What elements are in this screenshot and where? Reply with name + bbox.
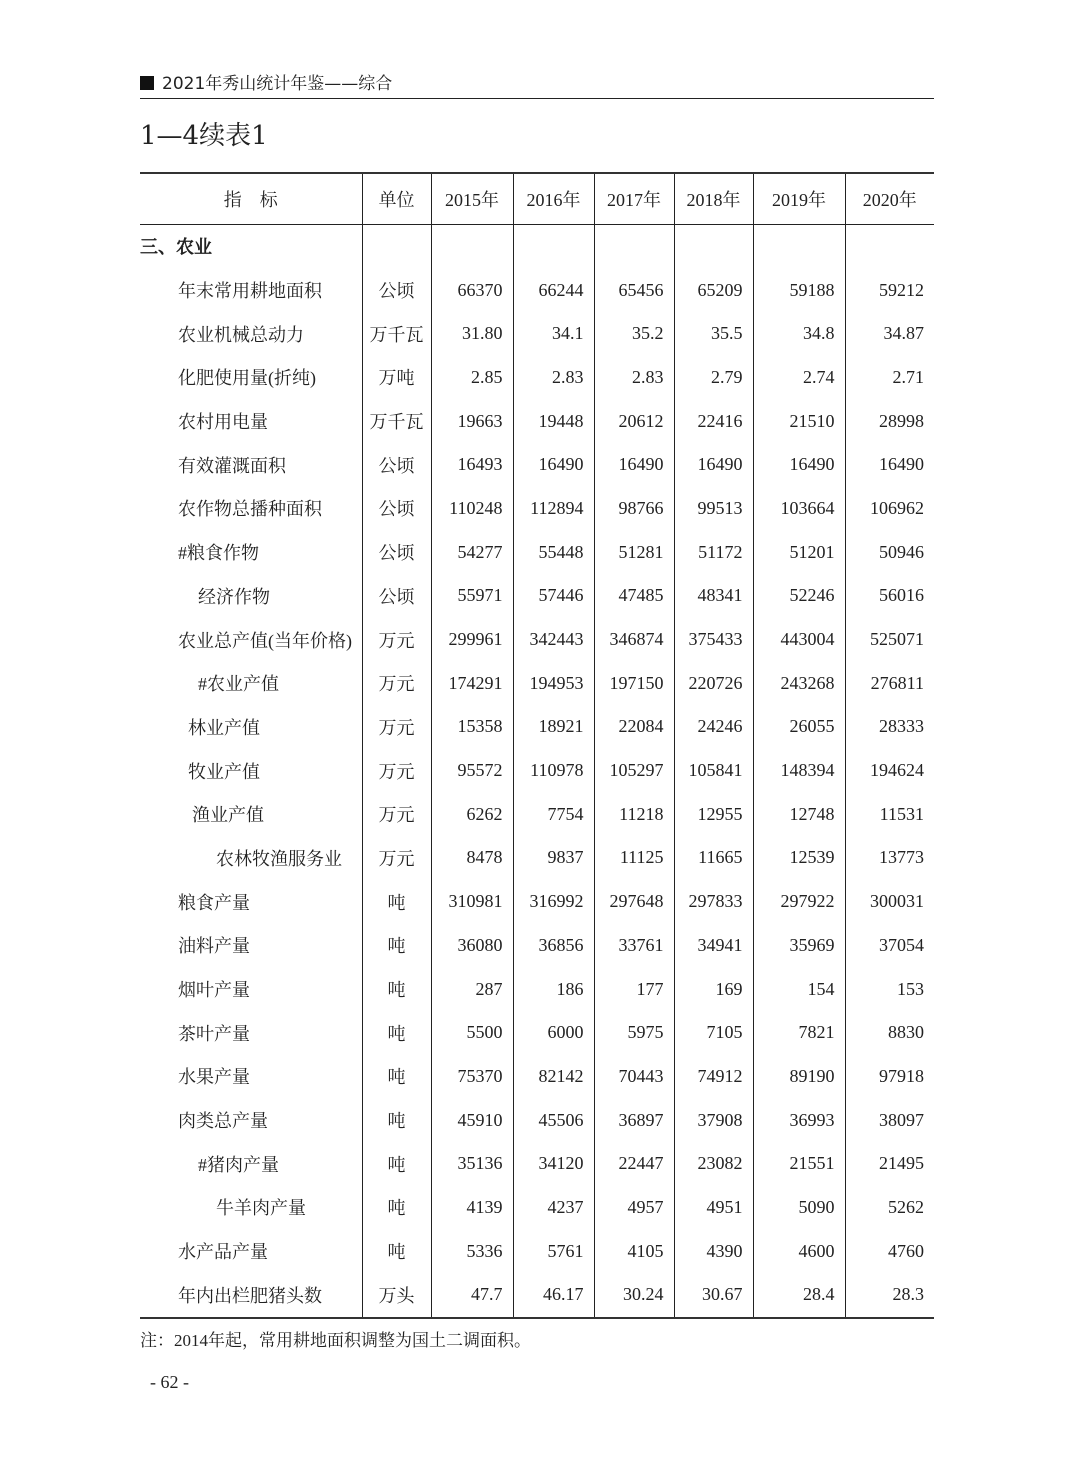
value-cell: 57446 [513, 574, 594, 618]
unit-cell: 万千瓦 [362, 399, 431, 443]
value-cell: 342443 [513, 618, 594, 662]
section-row [140, 224, 934, 268]
value-cell: 59212 [845, 268, 934, 312]
value-cell: 300031 [845, 880, 934, 924]
table-row [140, 749, 934, 793]
unit-cell: 吨 [362, 1055, 431, 1099]
indicator-name: 化肥使用量(折纯) [178, 368, 316, 389]
unit-cell: 公顷 [362, 268, 431, 312]
value-cell: 36897 [594, 1098, 674, 1142]
value-cell: 6262 [431, 792, 513, 836]
value-cell: 75370 [431, 1055, 513, 1099]
value-cell: 525071 [845, 618, 934, 662]
table-row [140, 924, 934, 968]
value-cell: 46.17 [513, 1273, 594, 1318]
value-cell: 174291 [431, 661, 513, 705]
indicator-name: 年末常用耕地面积 [178, 281, 322, 302]
value-cell: 31.80 [431, 312, 513, 356]
value-cell: 48341 [674, 574, 753, 618]
col-header-indicator: 指 标 [140, 173, 362, 224]
value-cell: 34.1 [513, 312, 594, 356]
value-cell: 24246 [674, 705, 753, 749]
value-cell: 22447 [594, 1142, 674, 1186]
value-cell: 74912 [674, 1055, 753, 1099]
value-cell: 11665 [674, 836, 753, 880]
indicator-name: 经济作物 [198, 586, 270, 607]
value-cell: 148394 [753, 749, 845, 793]
value-cell: 36856 [513, 924, 594, 968]
value-cell: 16490 [513, 443, 594, 487]
table-row [140, 268, 934, 312]
value-cell: 220726 [674, 661, 753, 705]
value-cell: 34.8 [753, 312, 845, 356]
unit-cell: 吨 [362, 1229, 431, 1273]
value-cell: 310981 [431, 880, 513, 924]
value-cell: 5262 [845, 1186, 934, 1230]
value-cell: 34120 [513, 1142, 594, 1186]
value-cell: 18921 [513, 705, 594, 749]
value-cell: 4760 [845, 1229, 934, 1273]
value-cell: 59188 [753, 268, 845, 312]
value-cell: 45910 [431, 1098, 513, 1142]
value-cell: 37908 [674, 1098, 753, 1142]
unit-cell: 万元 [362, 792, 431, 836]
value-cell: 12748 [753, 792, 845, 836]
value-cell: 194953 [513, 661, 594, 705]
value-cell: 11125 [594, 836, 674, 880]
indicator-name: 水果产量 [178, 1067, 250, 1088]
indicator-name: 水产品产量 [178, 1242, 268, 1263]
value-cell: 45506 [513, 1098, 594, 1142]
col-header-2019: 2019年 [753, 173, 845, 224]
unit-cell: 公顷 [362, 443, 431, 487]
table-row [140, 487, 934, 531]
value-cell: 9837 [513, 836, 594, 880]
indicator-name: 牧业产值 [188, 761, 260, 782]
value-cell: 4139 [431, 1186, 513, 1230]
table-row [140, 1273, 934, 1318]
value-cell: 89190 [753, 1055, 845, 1099]
col-header-unit: 单位 [362, 173, 431, 224]
unit-cell: 万元 [362, 661, 431, 705]
indicator-name: 农村用电量 [178, 412, 268, 433]
value-cell: 50946 [845, 530, 934, 574]
value-cell: 21510 [753, 399, 845, 443]
value-cell: 346874 [594, 618, 674, 662]
value-cell: 38097 [845, 1098, 934, 1142]
unit-cell: 万千瓦 [362, 312, 431, 356]
value-cell: 169 [674, 967, 753, 1011]
value-cell: 66244 [513, 268, 594, 312]
indicator-name: 肉类总产量 [178, 1111, 268, 1132]
table-row [140, 618, 934, 662]
value-cell: 4600 [753, 1229, 845, 1273]
unit-cell: 万元 [362, 836, 431, 880]
table-row [140, 1011, 934, 1055]
value-cell: 56016 [845, 574, 934, 618]
value-cell: 4951 [674, 1186, 753, 1230]
table-row [140, 967, 934, 1011]
value-cell: 26055 [753, 705, 845, 749]
value-cell: 51172 [674, 530, 753, 574]
value-cell: 23082 [674, 1142, 753, 1186]
value-cell: 21495 [845, 1142, 934, 1186]
table-row [140, 1098, 934, 1142]
value-cell: 30.24 [594, 1273, 674, 1318]
value-cell: 16490 [845, 443, 934, 487]
value-cell: 2.79 [674, 356, 753, 400]
value-cell: 186 [513, 967, 594, 1011]
page-number: - 62 - [150, 1372, 189, 1392]
indicator-name: 农业机械总动力 [178, 324, 304, 345]
value-cell: 2.74 [753, 356, 845, 400]
value-cell: 6000 [513, 1011, 594, 1055]
value-cell: 297833 [674, 880, 753, 924]
value-cell: 28.3 [845, 1273, 934, 1318]
value-cell: 54277 [431, 530, 513, 574]
value-cell: 95572 [431, 749, 513, 793]
unit-cell: 万吨 [362, 356, 431, 400]
value-cell: 5090 [753, 1186, 845, 1230]
col-header-2016: 2016年 [513, 173, 594, 224]
value-cell: 34941 [674, 924, 753, 968]
col-header-2018: 2018年 [674, 173, 753, 224]
unit-cell: 公顷 [362, 574, 431, 618]
unit-cell: 万元 [362, 705, 431, 749]
value-cell: 22084 [594, 705, 674, 749]
table-row [140, 792, 934, 836]
table-row [140, 443, 934, 487]
value-cell: 28333 [845, 705, 934, 749]
table-row [140, 1186, 934, 1230]
section-title: 三、农业 [140, 237, 212, 259]
value-cell: 2.83 [513, 356, 594, 400]
running-head [140, 72, 934, 99]
value-cell: 7821 [753, 1011, 845, 1055]
value-cell: 5500 [431, 1011, 513, 1055]
col-header-2017: 2017年 [594, 173, 674, 224]
value-cell: 276811 [845, 661, 934, 705]
value-cell: 11531 [845, 792, 934, 836]
value-cell: 5975 [594, 1011, 674, 1055]
unit-cell: 吨 [362, 967, 431, 1011]
value-cell: 4957 [594, 1186, 674, 1230]
value-cell: 47485 [594, 574, 674, 618]
unit-cell: 公顷 [362, 530, 431, 574]
table-title: 1—4续表1 [140, 121, 268, 151]
value-cell: 22416 [674, 399, 753, 443]
value-cell: 287 [431, 967, 513, 1011]
indicator-name: #粮食作物 [178, 543, 259, 564]
indicator-name: #农业产值 [198, 674, 279, 695]
value-cell: 16493 [431, 443, 513, 487]
unit-cell: 吨 [362, 1011, 431, 1055]
unit-cell: 万元 [362, 618, 431, 662]
table-row [140, 1142, 934, 1186]
value-cell: 33761 [594, 924, 674, 968]
indicator-name: 牛羊肉产量 [216, 1198, 306, 1219]
value-cell: 7754 [513, 792, 594, 836]
value-cell: 19663 [431, 399, 513, 443]
value-cell: 194624 [845, 749, 934, 793]
value-cell: 4105 [594, 1229, 674, 1273]
table-row [140, 312, 934, 356]
value-cell: 28998 [845, 399, 934, 443]
value-cell: 8478 [431, 836, 513, 880]
table-row [140, 1055, 934, 1099]
value-cell: 5336 [431, 1229, 513, 1273]
value-cell: 82142 [513, 1055, 594, 1099]
value-cell: 153 [845, 967, 934, 1011]
value-cell: 34.87 [845, 312, 934, 356]
value-cell: 15358 [431, 705, 513, 749]
value-cell: 36080 [431, 924, 513, 968]
value-cell: 35.2 [594, 312, 674, 356]
value-cell: 55971 [431, 574, 513, 618]
value-cell: 2.71 [845, 356, 934, 400]
value-cell: 375433 [674, 618, 753, 662]
value-cell: 5761 [513, 1229, 594, 1273]
header-row [140, 173, 934, 224]
value-cell: 2.85 [431, 356, 513, 400]
table-row [140, 574, 934, 618]
value-cell: 4237 [513, 1186, 594, 1230]
table-row [140, 705, 934, 749]
value-cell: 8830 [845, 1011, 934, 1055]
value-cell: 105297 [594, 749, 674, 793]
value-cell: 103664 [753, 487, 845, 531]
value-cell: 297648 [594, 880, 674, 924]
table-row [140, 356, 934, 400]
unit-cell: 吨 [362, 1186, 431, 1230]
value-cell: 316992 [513, 880, 594, 924]
value-cell: 52246 [753, 574, 845, 618]
value-cell: 16490 [674, 443, 753, 487]
table-row [140, 661, 934, 705]
unit-cell: 吨 [362, 1142, 431, 1186]
value-cell: 197150 [594, 661, 674, 705]
value-cell: 4390 [674, 1229, 753, 1273]
unit-cell: 吨 [362, 924, 431, 968]
value-cell: 16490 [594, 443, 674, 487]
value-cell: 20612 [594, 399, 674, 443]
value-cell: 443004 [753, 618, 845, 662]
unit-cell: 公顷 [362, 487, 431, 531]
value-cell: 13773 [845, 836, 934, 880]
square-bullet-icon [140, 76, 154, 90]
value-cell: 21551 [753, 1142, 845, 1186]
value-cell: 37054 [845, 924, 934, 968]
value-cell: 177 [594, 967, 674, 1011]
indicator-name: 茶叶产量 [178, 1023, 250, 1044]
value-cell: 16490 [753, 443, 845, 487]
indicator-name: 油料产量 [178, 936, 250, 957]
value-cell: 99513 [674, 487, 753, 531]
unit-cell: 万元 [362, 749, 431, 793]
agriculture-table [140, 172, 934, 1319]
value-cell: 110978 [513, 749, 594, 793]
table-row [140, 880, 934, 924]
indicator-name: 年内出栏肥猪头数 [140, 1273, 362, 1318]
unit-cell: 吨 [362, 1098, 431, 1142]
indicator-name: 农作物总播种面积 [178, 499, 322, 520]
running-head-text: 2021年秀山统计年鉴——综合 [162, 74, 393, 94]
footnote: 注：2014年起，常用耕地面积调整为国土二调面积。 [140, 1331, 531, 1350]
table-row [140, 836, 934, 880]
indicator-name: 农林牧渔服务业 [216, 848, 342, 869]
unit-cell: 吨 [362, 880, 431, 924]
value-cell: 98766 [594, 487, 674, 531]
col-header-2020: 2020年 [845, 173, 934, 224]
table-row [140, 1229, 934, 1273]
value-cell: 51201 [753, 530, 845, 574]
value-cell: 28.4 [753, 1273, 845, 1318]
value-cell: 110248 [431, 487, 513, 531]
value-cell: 154 [753, 967, 845, 1011]
value-cell: 243268 [753, 661, 845, 705]
indicator-name: 烟叶产量 [178, 980, 250, 1001]
value-cell: 97918 [845, 1055, 934, 1099]
value-cell: 297922 [753, 880, 845, 924]
indicator-name: 粮食产量 [178, 892, 250, 913]
value-cell: 51281 [594, 530, 674, 574]
value-cell: 30.67 [674, 1273, 753, 1318]
value-cell: 65209 [674, 268, 753, 312]
value-cell: 36993 [753, 1098, 845, 1142]
value-cell: 55448 [513, 530, 594, 574]
value-cell: 2.83 [594, 356, 674, 400]
value-cell: 47.7 [431, 1273, 513, 1318]
value-cell: 65456 [594, 268, 674, 312]
value-cell: 106962 [845, 487, 934, 531]
col-header-2015: 2015年 [431, 173, 513, 224]
value-cell: 105841 [674, 749, 753, 793]
indicator-name: 农业总产值(当年价格) [178, 630, 352, 651]
indicator-name: 渔业产值 [192, 805, 264, 826]
value-cell: 35969 [753, 924, 845, 968]
value-cell: 299961 [431, 618, 513, 662]
value-cell: 11218 [594, 792, 674, 836]
value-cell: 7105 [674, 1011, 753, 1055]
value-cell: 19448 [513, 399, 594, 443]
unit-cell: 万头 [362, 1273, 431, 1318]
table-row [140, 399, 934, 443]
value-cell: 12539 [753, 836, 845, 880]
indicator-name: 林业产值 [188, 717, 260, 738]
indicator-name: 有效灌溉面积 [178, 455, 286, 476]
value-cell: 112894 [513, 487, 594, 531]
value-cell: 35.5 [674, 312, 753, 356]
value-cell: 70443 [594, 1055, 674, 1099]
value-cell: 66370 [431, 268, 513, 312]
indicator-name: #猪肉产量 [198, 1154, 279, 1175]
table-row [140, 530, 934, 574]
value-cell: 12955 [674, 792, 753, 836]
value-cell: 35136 [431, 1142, 513, 1186]
